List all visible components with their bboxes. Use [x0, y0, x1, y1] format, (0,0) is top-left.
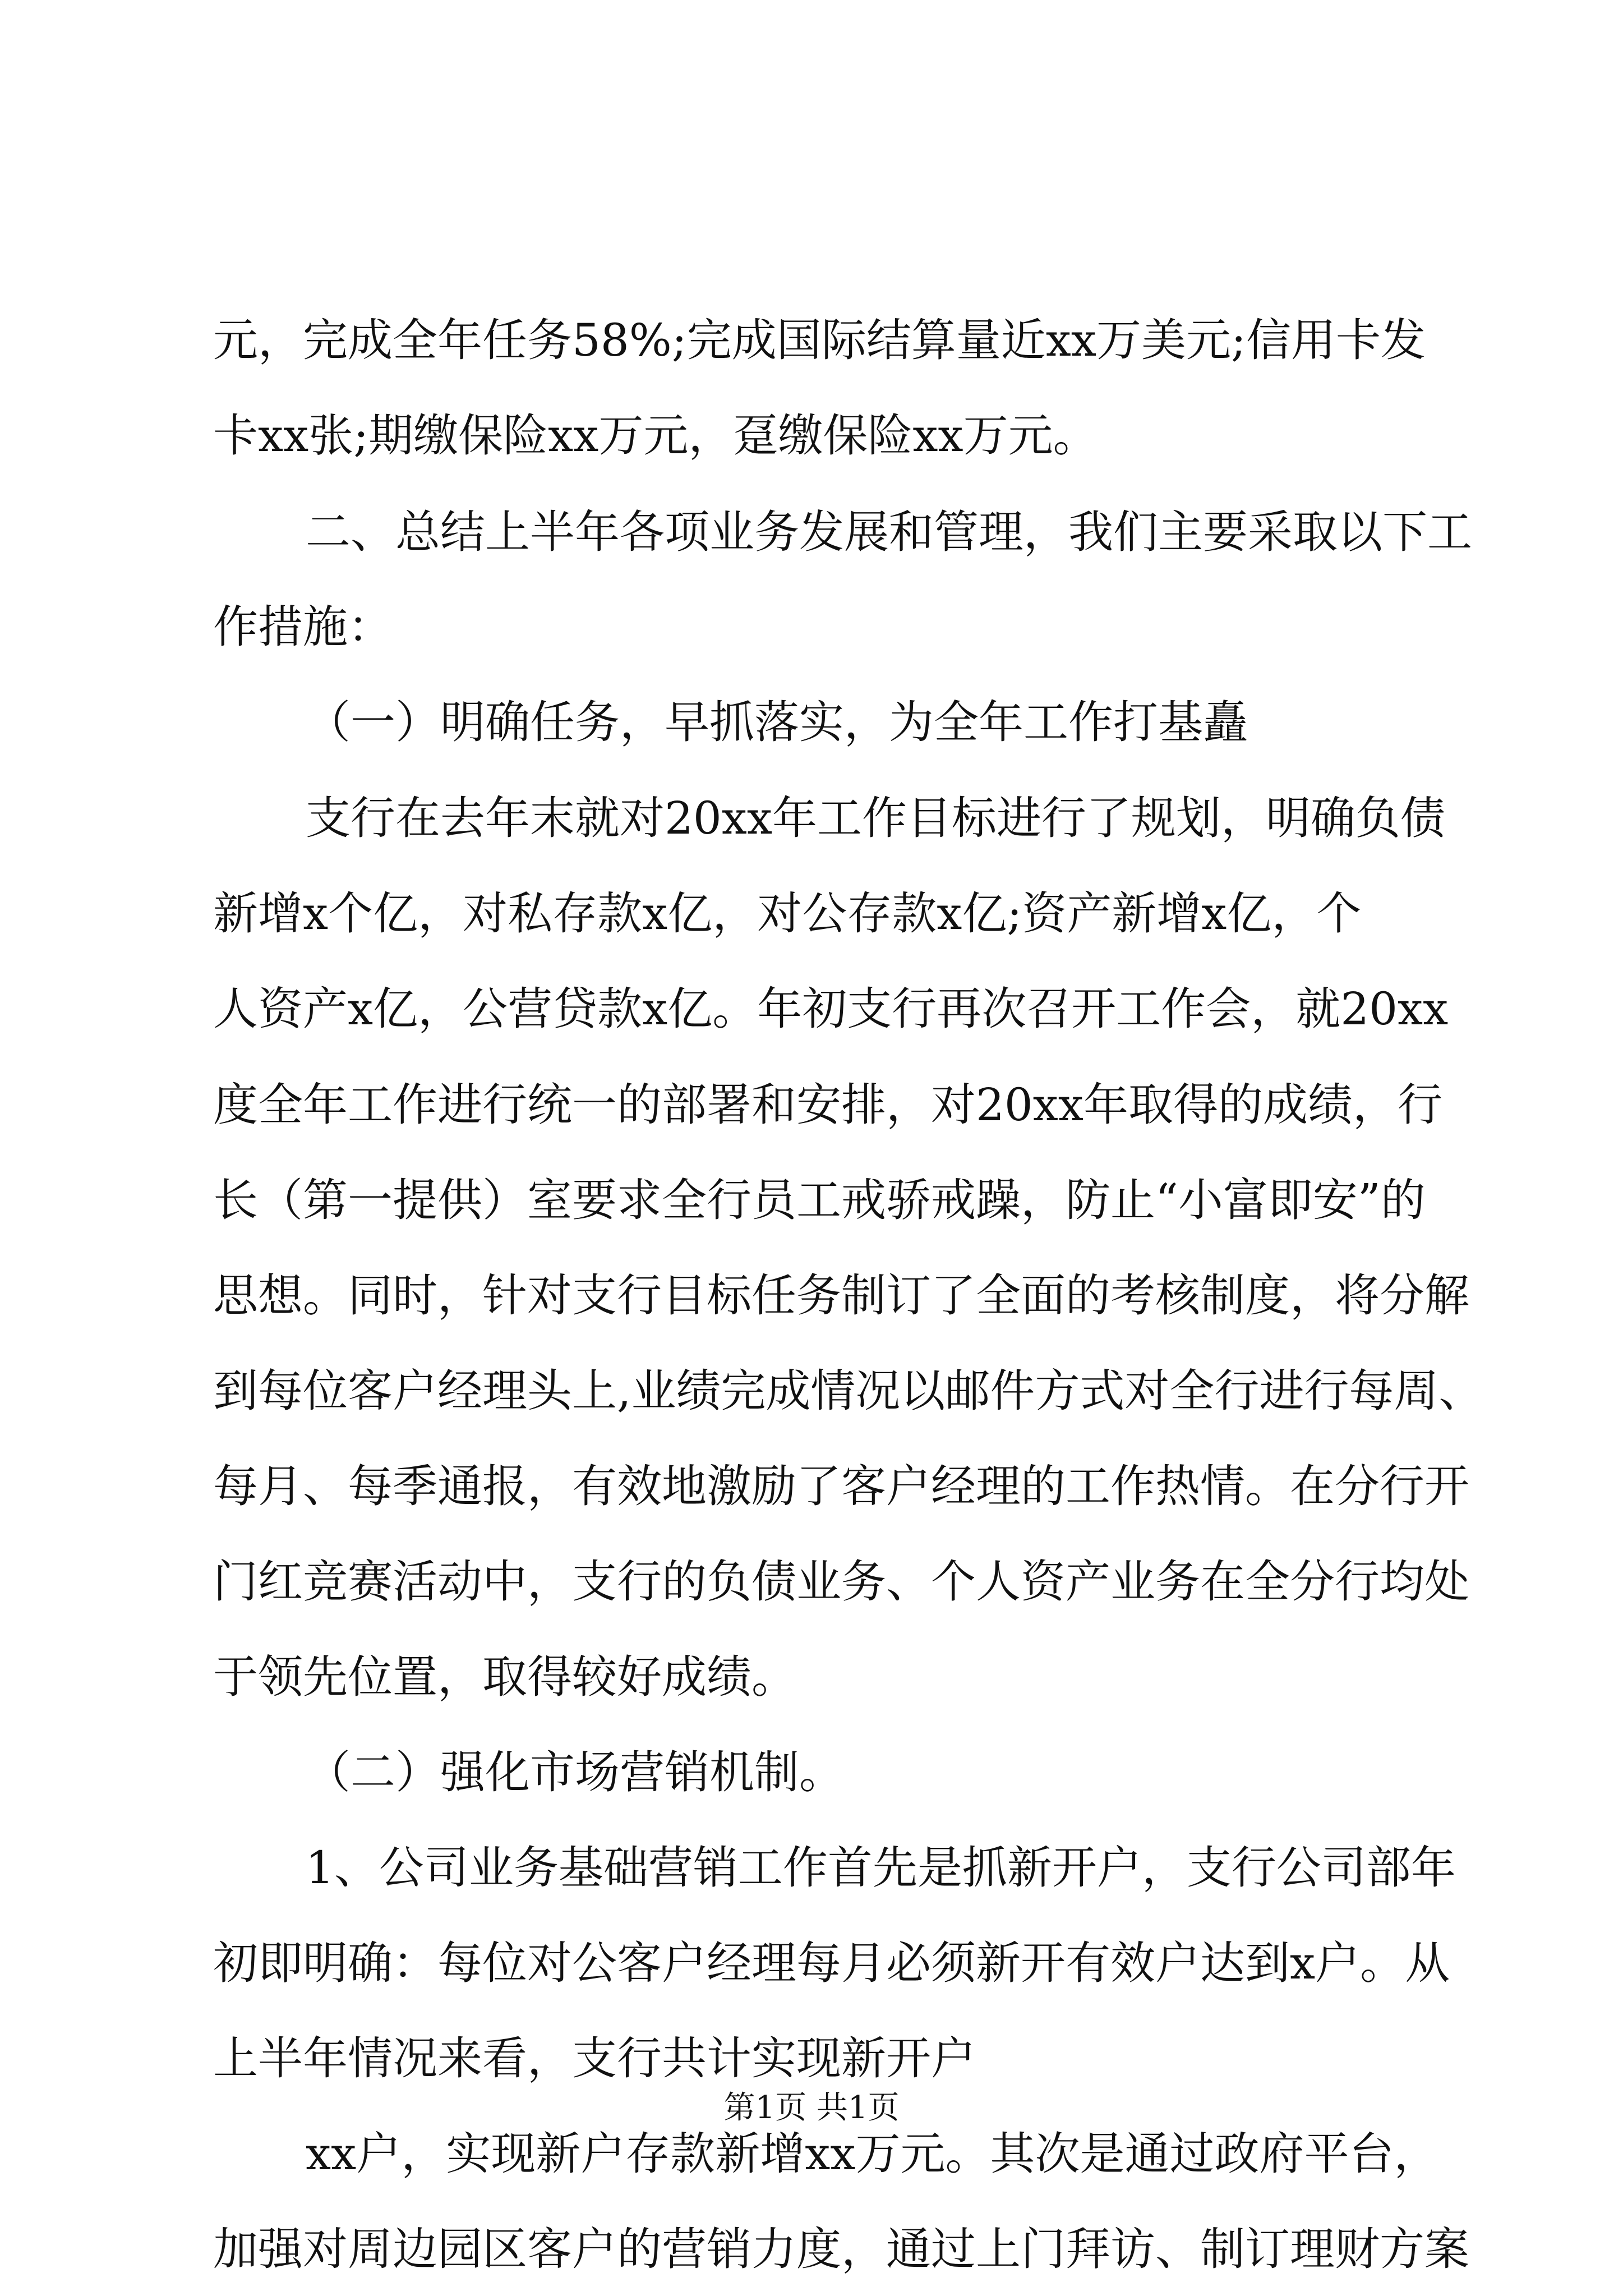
body-line: 支行在去年末就对20xx年工作目标进行了规划，明确负债	[306, 792, 1446, 844]
subsection-heading: （一）明确任务，早抓落实，为全年工作打基矗	[306, 696, 1248, 748]
body-line: 新增x个亿，对私存款x亿，对公存款x亿;资产新增x亿，个	[213, 887, 1362, 940]
body-line: 1、公司业务基础营销工作首先是抓新开户，支行公司部年	[306, 1842, 1456, 1894]
body-line: 卡xx张;期缴保险xx万元，趸缴保险xx万元。	[213, 409, 1098, 462]
body-line: 到每位客户经理头上,业绩完成情况以邮件方式对全行进行每周、	[213, 1365, 1484, 1417]
section-heading: 二、总结上半年各项业务发展和管理，我们主要采取以下工	[306, 506, 1472, 558]
body-line: 思想。同时，针对支行目标任务制订了全面的考核制度，将分解	[213, 1269, 1469, 1322]
page-footer: 第1页 共1页	[723, 2090, 900, 2126]
body-line: 每月、每季通报，有效地激励了客户经理的工作热情。在分行开	[213, 1460, 1469, 1512]
body-line: 度全年工作进行统一的部署和安排，对20xx年取得的成绩，行	[213, 1079, 1443, 1131]
body-line: 上半年情况来看，支行共计实现新开户	[213, 2032, 976, 2085]
body-line: 于领先位置，取得较好成绩。	[213, 1651, 796, 1703]
body-line: 初即明确：每位对公客户经理每月必须新开有效户达到x户。从	[213, 1937, 1450, 1989]
body-line: 加强对周边园区客户的营销力度，通过上门拜访、制订理财方案	[213, 2223, 1469, 2275]
body-line: 元，完成全年任务58%;完成国际结算量近xx万美元;信用卡发	[213, 314, 1426, 366]
body-line: 门红竞赛活动中，支行的负债业务、个人资产业务在全分行均处	[213, 1556, 1469, 1608]
body-line: 长（第一提供）室要求全行员工戒骄戒躁，防止“小富即安”的	[213, 1174, 1426, 1226]
body-line: 作措施：	[213, 601, 393, 653]
body-line: xx户，实现新户存款新增xx万元。其次是通过政府平台，	[306, 2128, 1439, 2180]
subsection-heading: （二）强化市场营销机制。	[306, 1746, 844, 1798]
body-line: 人资产x亿，公营贷款x亿。年初支行再次召开工作会，就20xx	[213, 983, 1449, 1035]
